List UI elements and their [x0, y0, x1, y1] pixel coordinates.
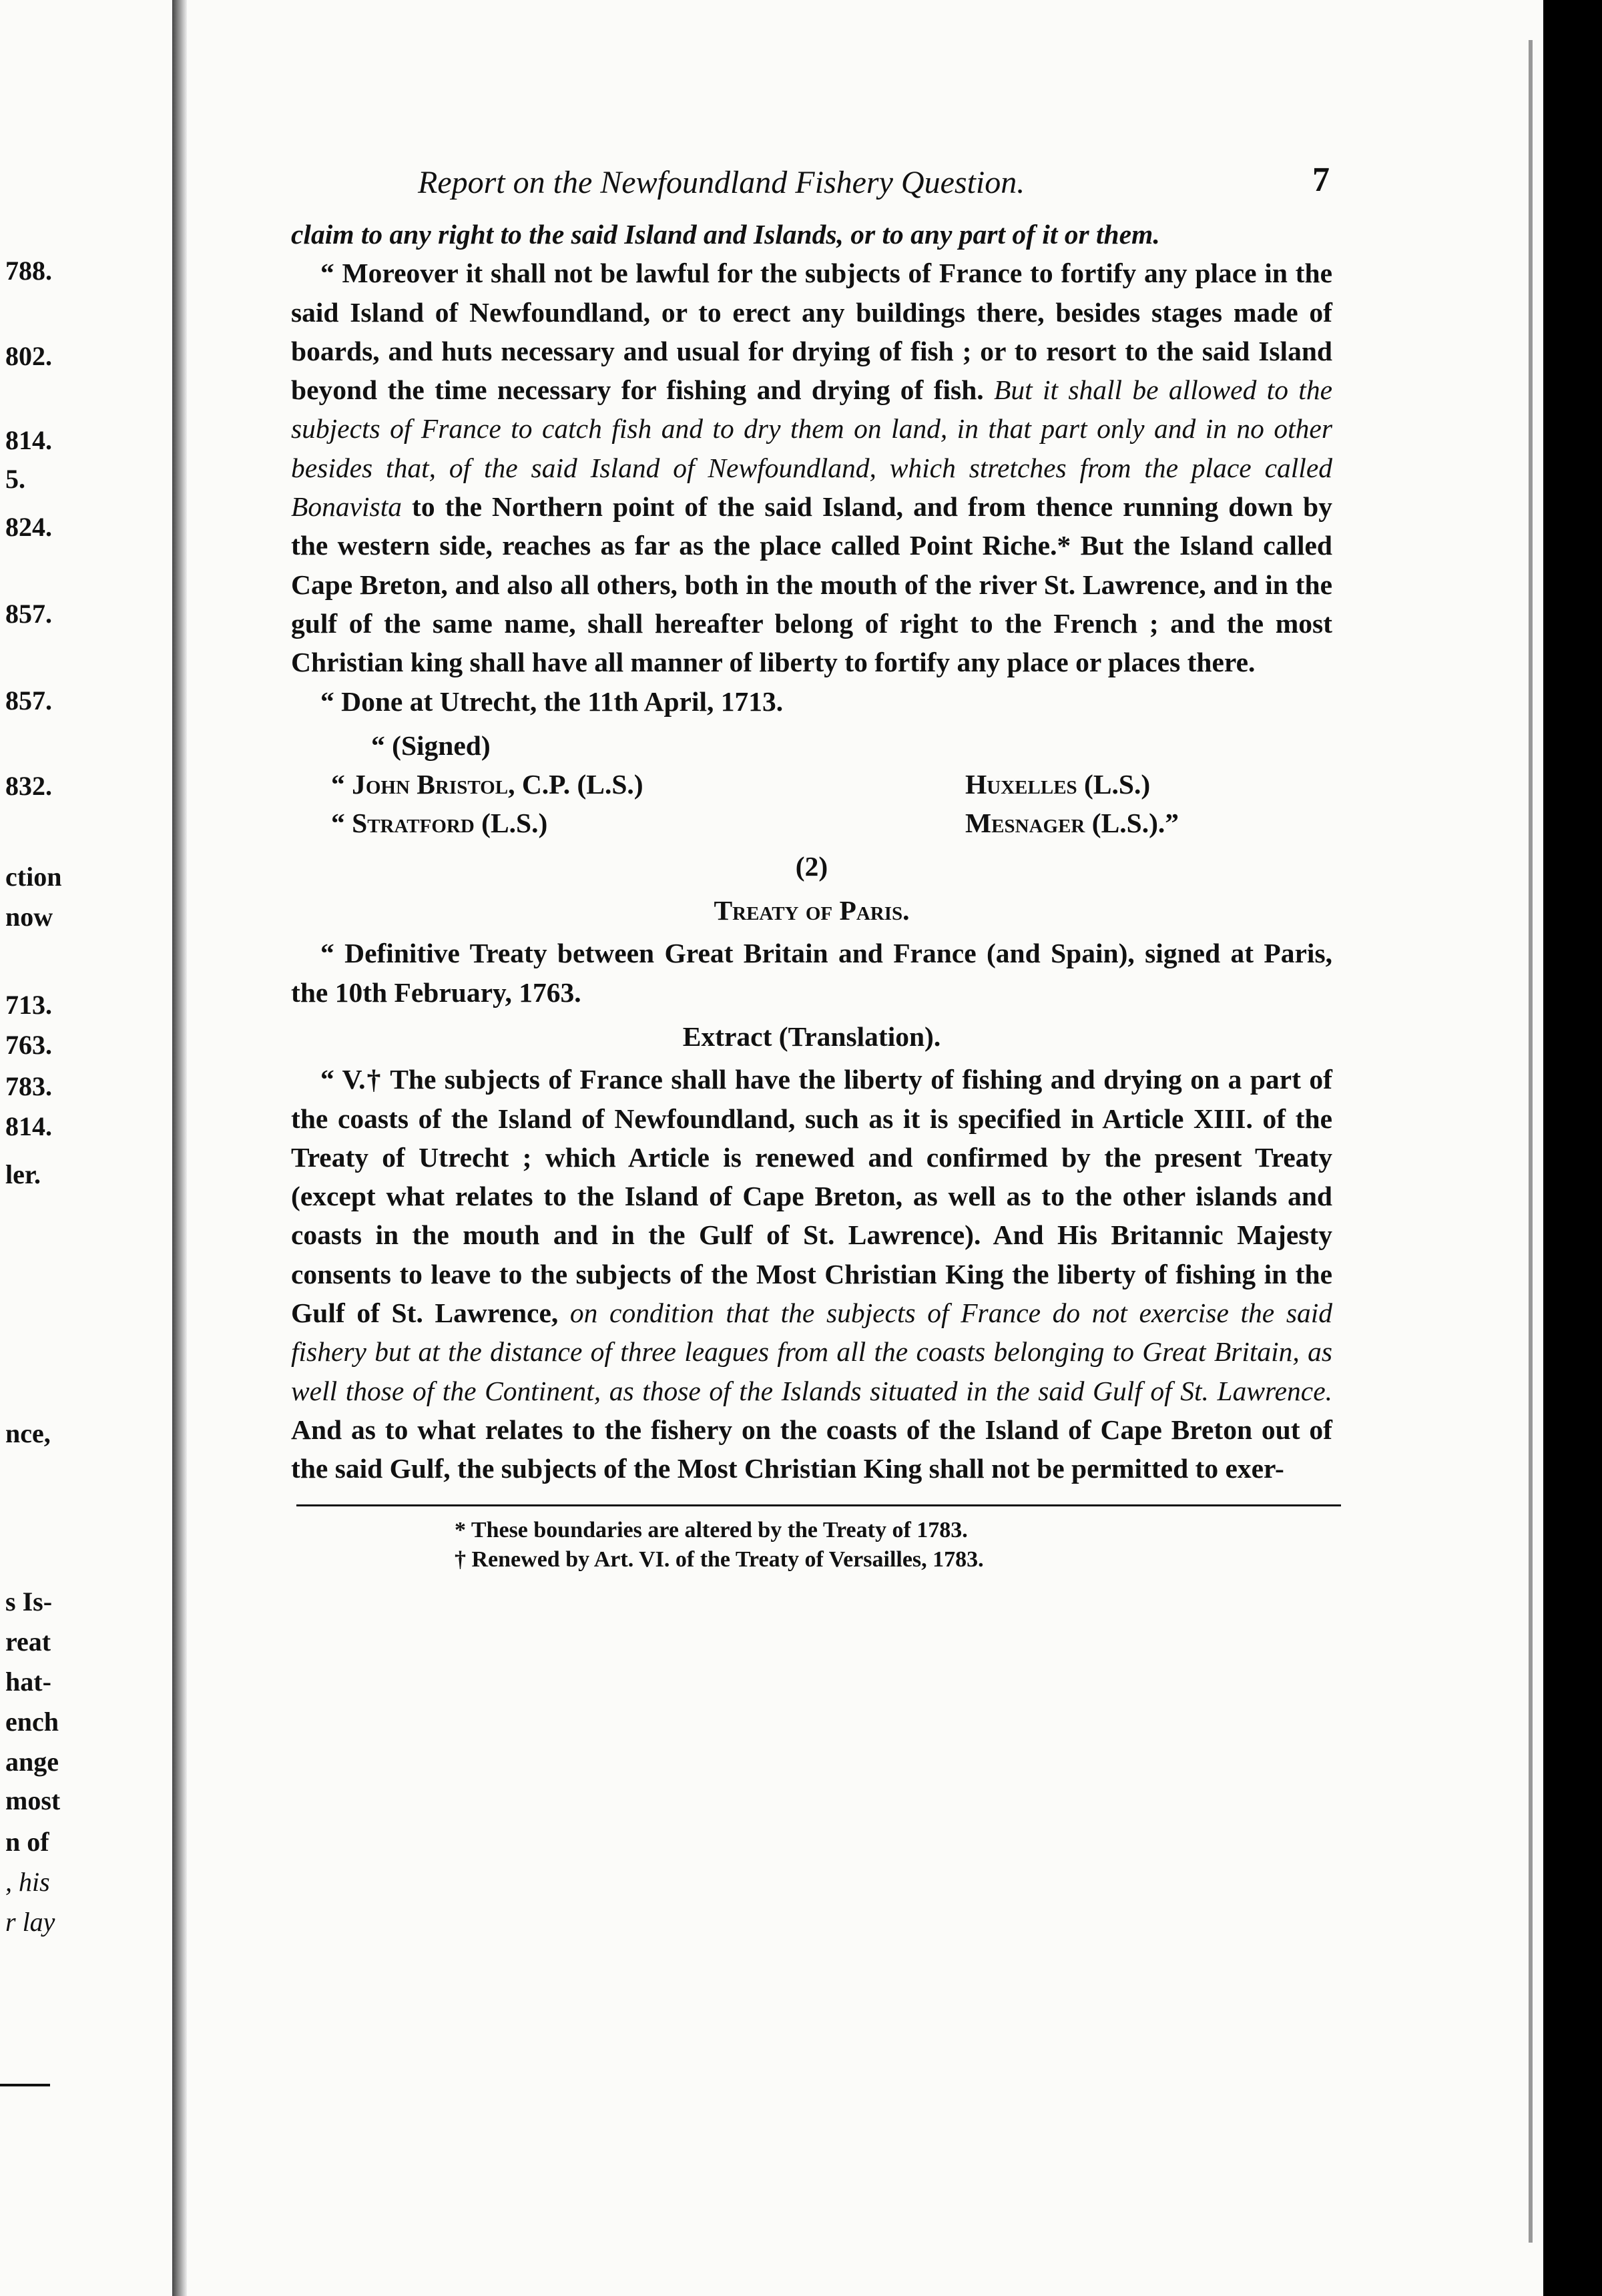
signed-label: “ (Signed) — [371, 730, 491, 761]
footnote: † Renewed by Art. VI. of the Treaty of Versailles, 1783. — [455, 1546, 984, 1572]
section-number: (2) — [795, 850, 828, 882]
paragraph-text: to the Northern point of the said Island, and from thence running down by the western side, reaches as far as the place called Point Riche.* But the Island called Cape Breton, and also all others, both in the mouth of the river St. Lawrence, and in the gulf of the same name, shall hereafter belong of right to the French ; and the most Christian king shall have all manner of liberty to fortify any place or places there. — [291, 491, 1333, 678]
paragraph-article-xiii — [291, 254, 1332, 681]
margin-fragment: now — [5, 902, 53, 932]
margin-fragment: 788. — [5, 256, 52, 286]
facing-page-rule — [0, 2084, 50, 2086]
italic-passage: But it shall be allowed to the subjects of France to catch fish and to dry them on land, in that part only and in no other besides that, of the said Island of Newfoundland, which stretches from the place called Bonavista — [291, 374, 1332, 523]
margin-fragment: ench — [5, 1707, 59, 1737]
margin-fragment: s Is- — [5, 1587, 53, 1617]
page-header — [291, 160, 1332, 207]
page-number: 7 — [1312, 161, 1330, 199]
footnote: * These boundaries are altered by the Treaty of 1783. — [455, 1517, 968, 1542]
facing-page-edge — [0, 0, 172, 2296]
margin-fragment: ction — [5, 862, 62, 892]
margin-fragment: 814. — [5, 425, 52, 455]
italic-passage: on condition that the subjects of France do not exercise the said fishery but at the distance of three leagues from all the coasts belonging to Great Britain, as well those of the Continent, as those of the Islands situated in the said Gulf of St. Lawrence. — [291, 1298, 1333, 1406]
signature-left: “ John Bristol, C.P. (L.S.) — [331, 769, 643, 800]
running-title: Report on the Newfoundland Fishery Question. — [418, 165, 1025, 200]
margin-fragment: n of — [5, 1827, 49, 1857]
margin-fragment: hat- — [5, 1667, 51, 1697]
margin-fragment: most — [5, 1785, 61, 1815]
signature-right: Huxelles (L.S.) — [965, 769, 1151, 800]
paragraph-continuation: claim to any right to the said Island and Islands, or to any part of it or them. — [291, 219, 1160, 250]
margin-fragment: 763. — [5, 1030, 52, 1060]
extract-label: Extract (Translation). — [682, 1021, 941, 1052]
paragraph-article-v — [291, 1060, 1332, 1488]
margin-fragment: 5. — [5, 464, 25, 494]
book-gutter — [172, 0, 187, 2296]
margin-fragment: 832. — [5, 771, 52, 801]
margin-fragment: 783. — [5, 1071, 52, 1101]
footnotes — [291, 1516, 1332, 1574]
paragraph-text: “ V.† The subjects of France shall have the liberty of fishing and drying on a part of the coasts of the Island of Newfoundland, such as it is specified in Article XIII. of the Treaty of Utrecht ; which Article is renewed and confirmed by the present Treaty (except what relates to the Island of Cape Breton, as well as to the other islands and coasts in the mouth and in the Gulf of St. Lawrence). And His Britannic Majesty consents to leave to the subjects of the Most Christian King the liberty of fishing in the Gulf of St. Lawrence, — [291, 1064, 1332, 1329]
signature-left: “ Stratford (L.S.) — [331, 808, 548, 839]
page-content — [291, 160, 1332, 1574]
signature-right: Mesnager (L.S.).” — [965, 808, 1179, 839]
paragraph-text: “ Moreover it shall not be lawful for the subjects of France to fortify any place in the said Island of Newfoundland, or to erect any buildings there, besides stages made of boards, and huts necessary and usual for drying of fish ; or to resort to the said Island beyond the time necessary for fishing and drying of fish. — [291, 258, 1332, 406]
page-edge-line — [1529, 40, 1533, 2243]
section-title: Treaty of Paris. — [714, 895, 910, 926]
signature-row — [291, 765, 1332, 804]
margin-fragment: 713. — [5, 990, 52, 1020]
margin-fragment: ler. — [5, 1159, 41, 1189]
margin-fragment: 802. — [5, 341, 52, 371]
margin-fragment: reat — [5, 1627, 51, 1657]
margin-fragment: , his — [5, 1867, 50, 1897]
margin-fragment: 857. — [5, 685, 52, 715]
done-line: “ Done at Utrecht, the 11th April, 1713. — [320, 685, 784, 717]
margin-fragment: nce, — [5, 1418, 51, 1448]
footnote-rule — [296, 1504, 1341, 1506]
margin-fragment: 814. — [5, 1111, 52, 1141]
signature-row — [291, 804, 1332, 842]
margin-fragment: 857. — [5, 599, 52, 629]
margin-fragment: r lay — [5, 1907, 55, 1937]
margin-fragment: 824. — [5, 512, 52, 542]
margin-fragment: ange — [5, 1747, 59, 1777]
paragraph-text: And as to what relates to the fishery on the coasts of the Island of Cape Breton out of the said Gulf, the subjects of the Most Christian King shall not be permitted to exer- — [291, 1414, 1332, 1484]
treaty-intro: “ Definitive Treaty between Great Britain and France (and Spain), signed at Paris, the 10th February, 1763. — [291, 938, 1332, 1008]
